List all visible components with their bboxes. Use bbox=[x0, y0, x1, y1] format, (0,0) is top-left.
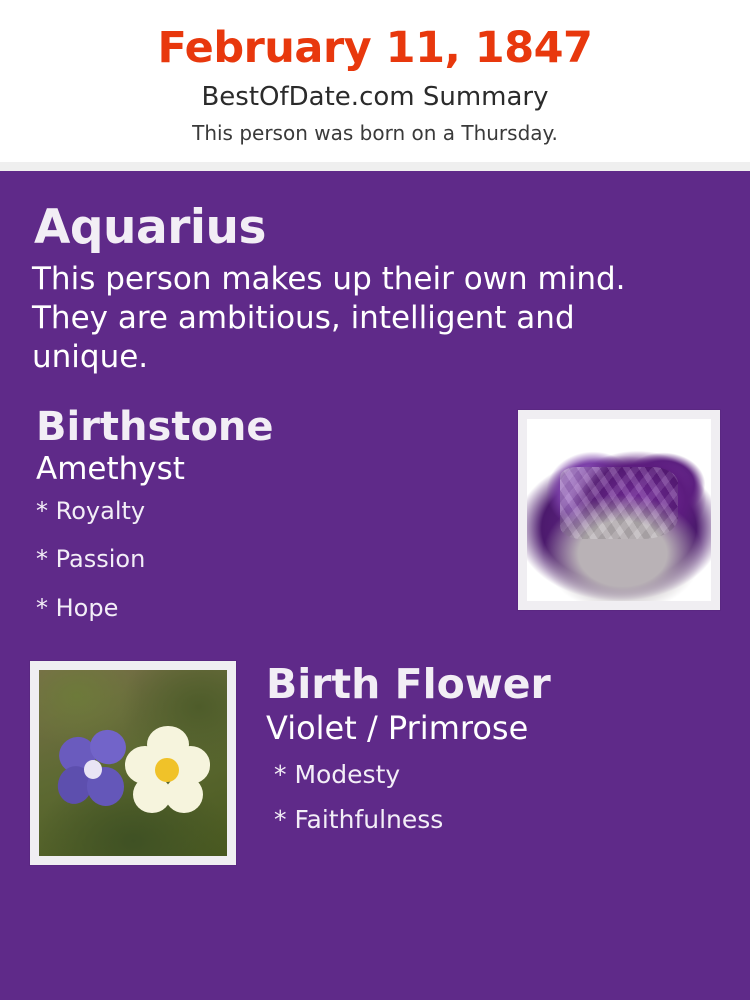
flower-image bbox=[30, 661, 236, 865]
site-name: BestOfDate.com Summary bbox=[201, 82, 549, 113]
birth-flower-trait: * Modesty bbox=[274, 759, 401, 789]
page-title: February 11, 1847 bbox=[157, 23, 593, 73]
birthstone-trait: * Hope bbox=[36, 593, 119, 622]
birthstone-text bbox=[30, 406, 518, 621]
zodiac-description: This person makes up their own mind. They are ambitious, intelligent and unique. bbox=[32, 261, 626, 375]
birthstone-trait: * Passion bbox=[36, 545, 146, 574]
card-body bbox=[0, 171, 750, 1000]
birth-day-note: This person was born on a Thursday. bbox=[192, 120, 558, 145]
birth-flower-title: Birth Flower bbox=[266, 660, 551, 709]
birth-flower-section bbox=[30, 655, 720, 865]
birthstone-trait: * Royalty bbox=[36, 496, 146, 525]
birthstone-section bbox=[30, 406, 720, 621]
zodiac-sign-title: Aquarius bbox=[34, 199, 266, 255]
primrose-flower-shape bbox=[125, 726, 215, 819]
header-divider bbox=[0, 162, 750, 171]
violet-primrose-icon bbox=[39, 670, 227, 856]
birth-flower-name: Violet / Primrose bbox=[266, 709, 529, 748]
birthstone-title: Birthstone bbox=[36, 404, 274, 451]
amethyst-crystal-icon bbox=[527, 419, 711, 601]
amethyst-image bbox=[518, 410, 720, 610]
birth-flower-text bbox=[236, 655, 720, 852]
birth-flower-trait: * Faithfulness bbox=[274, 805, 444, 835]
card-header bbox=[0, 0, 750, 162]
birthstone-name: Amethyst bbox=[36, 451, 185, 488]
